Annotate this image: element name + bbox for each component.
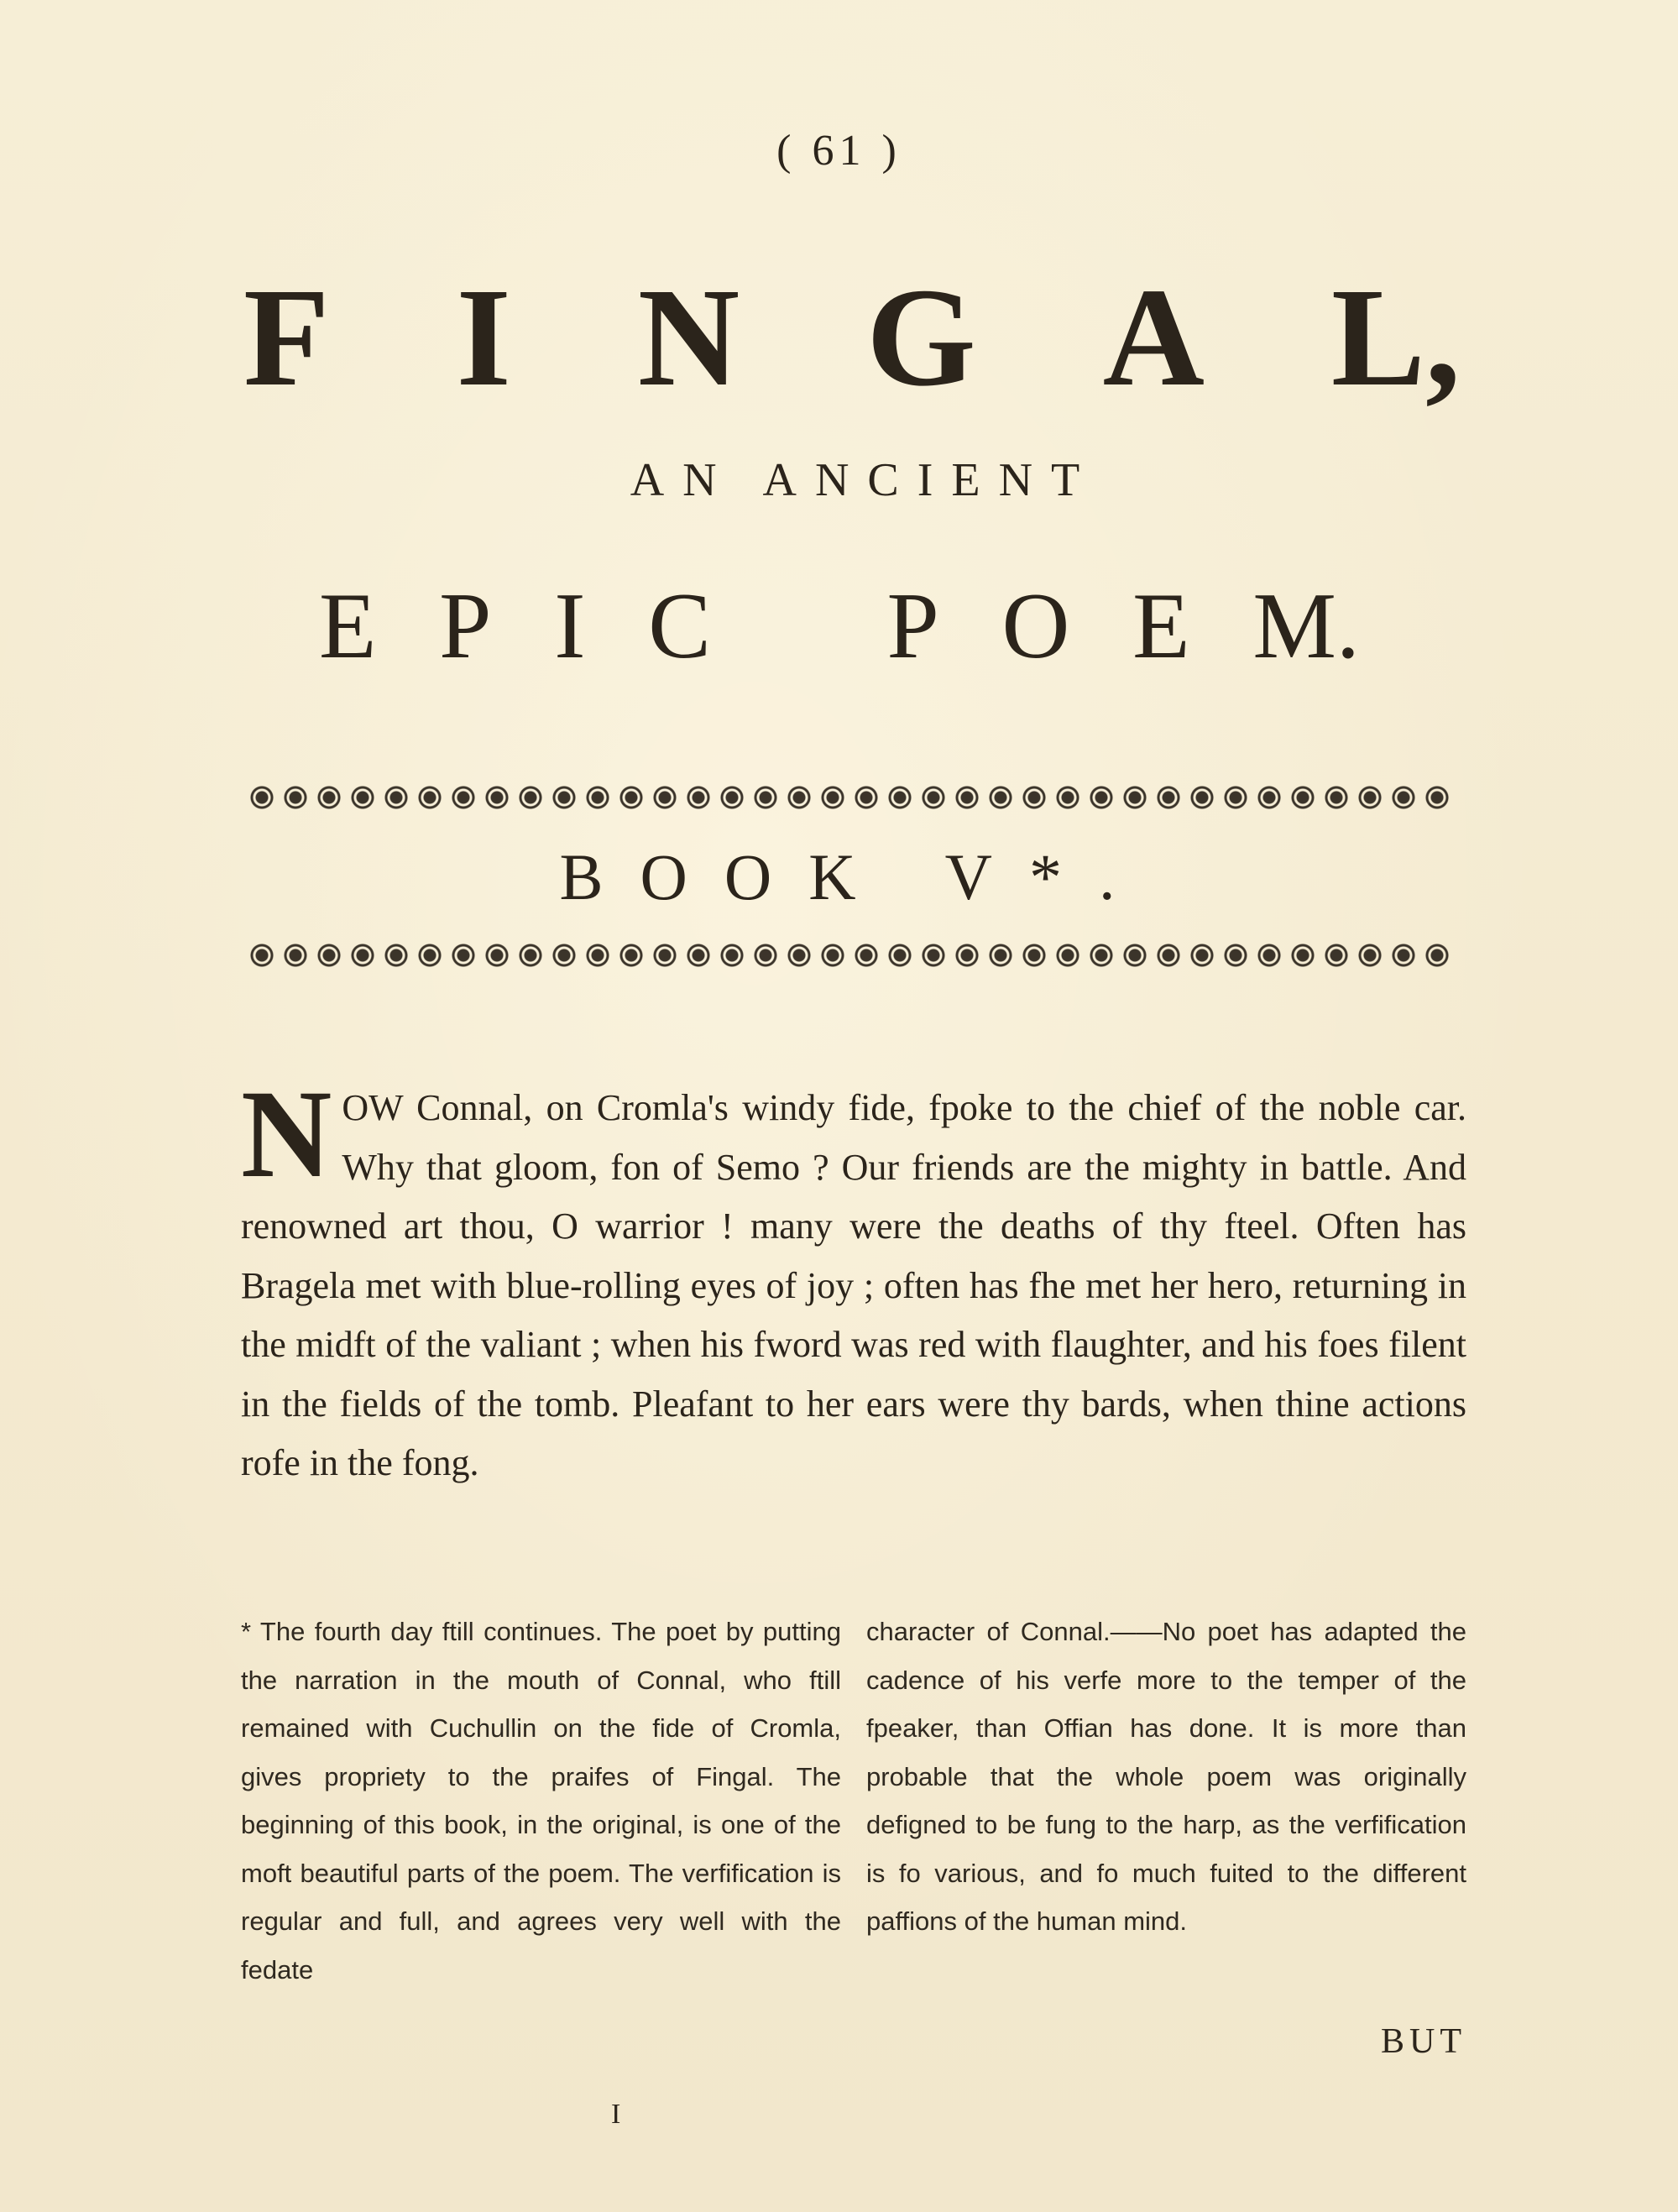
epic-letter: E [1132,574,1190,678]
word-gap [774,579,824,673]
epic-poem-heading [319,574,1360,678]
body-paragraph [241,1064,1466,1493]
epic-letter: M. [1252,574,1360,678]
footnote-left-column: * The fourth day ftill continues. The poet by putting the narration in the mouth of Connal, who ftill remained with Cuchullin on the fide of Cromla, gives propriety to the praifes of Fingal. The beginning of this book, in the original, is one of the moft beautiful parts of the poem. The verfification is regular and full, and agrees very well with the fedate [241,1617,841,1985]
page-number: ( 61 ) [776,127,902,175]
title-letter: G [866,259,976,416]
decorative-ornament-rule-bottom [245,939,1454,972]
footnotes [241,1608,1466,1994]
title-letter: L, [1330,259,1461,416]
epic-letter: E [319,574,377,678]
title-letter: A [1102,259,1205,416]
epic-letter: P [886,574,939,678]
poem-title [243,259,1461,416]
book-heading: BOOK V*. [559,840,1153,913]
epic-letter: O [1001,574,1070,678]
title-letter: I [456,259,511,416]
decorative-ornament-rule-top [245,781,1454,814]
catchword: BUT [1381,2022,1466,2061]
signature-mark: I [611,2099,621,2130]
drop-cap: N [241,1064,332,1204]
title-letter: F [243,259,330,416]
title-letter: N [637,259,740,416]
epic-letter: C [648,574,711,678]
epic-letter: I [554,574,586,678]
epic-letter: P [439,574,492,678]
body-text: OW Connal, on Cromla's windy fide, fpoke to the chief of the noble car. Why that gloom, fon of Semo ? Our friends are the mighty in battle. And renowned art thou, O warrior ! many were the deaths of thy fteel. Often has Bragela met with blue-rolling eyes of joy ; often has fhe met her hero, returning in the midft of the valiant ; when his fword was red with flaughter, and his foes filent in the fields of the tomb. Pleafant to her ears were thy bards, when thine actions rofe in the fong. [241,1087,1466,1483]
poem-subtitle: AN ANCIENT [630,454,1099,506]
footnote-right-column: character of Connal.——No poet has adapted the cadence of his verfe more to the temper of the fpeaker, than Offian has done. It is more than probable that the whole poem was originally defigned to be fung to the harp, as the verfification is fo various, and fo much fuited to the different paffions of the human mind. [866,1617,1466,1936]
